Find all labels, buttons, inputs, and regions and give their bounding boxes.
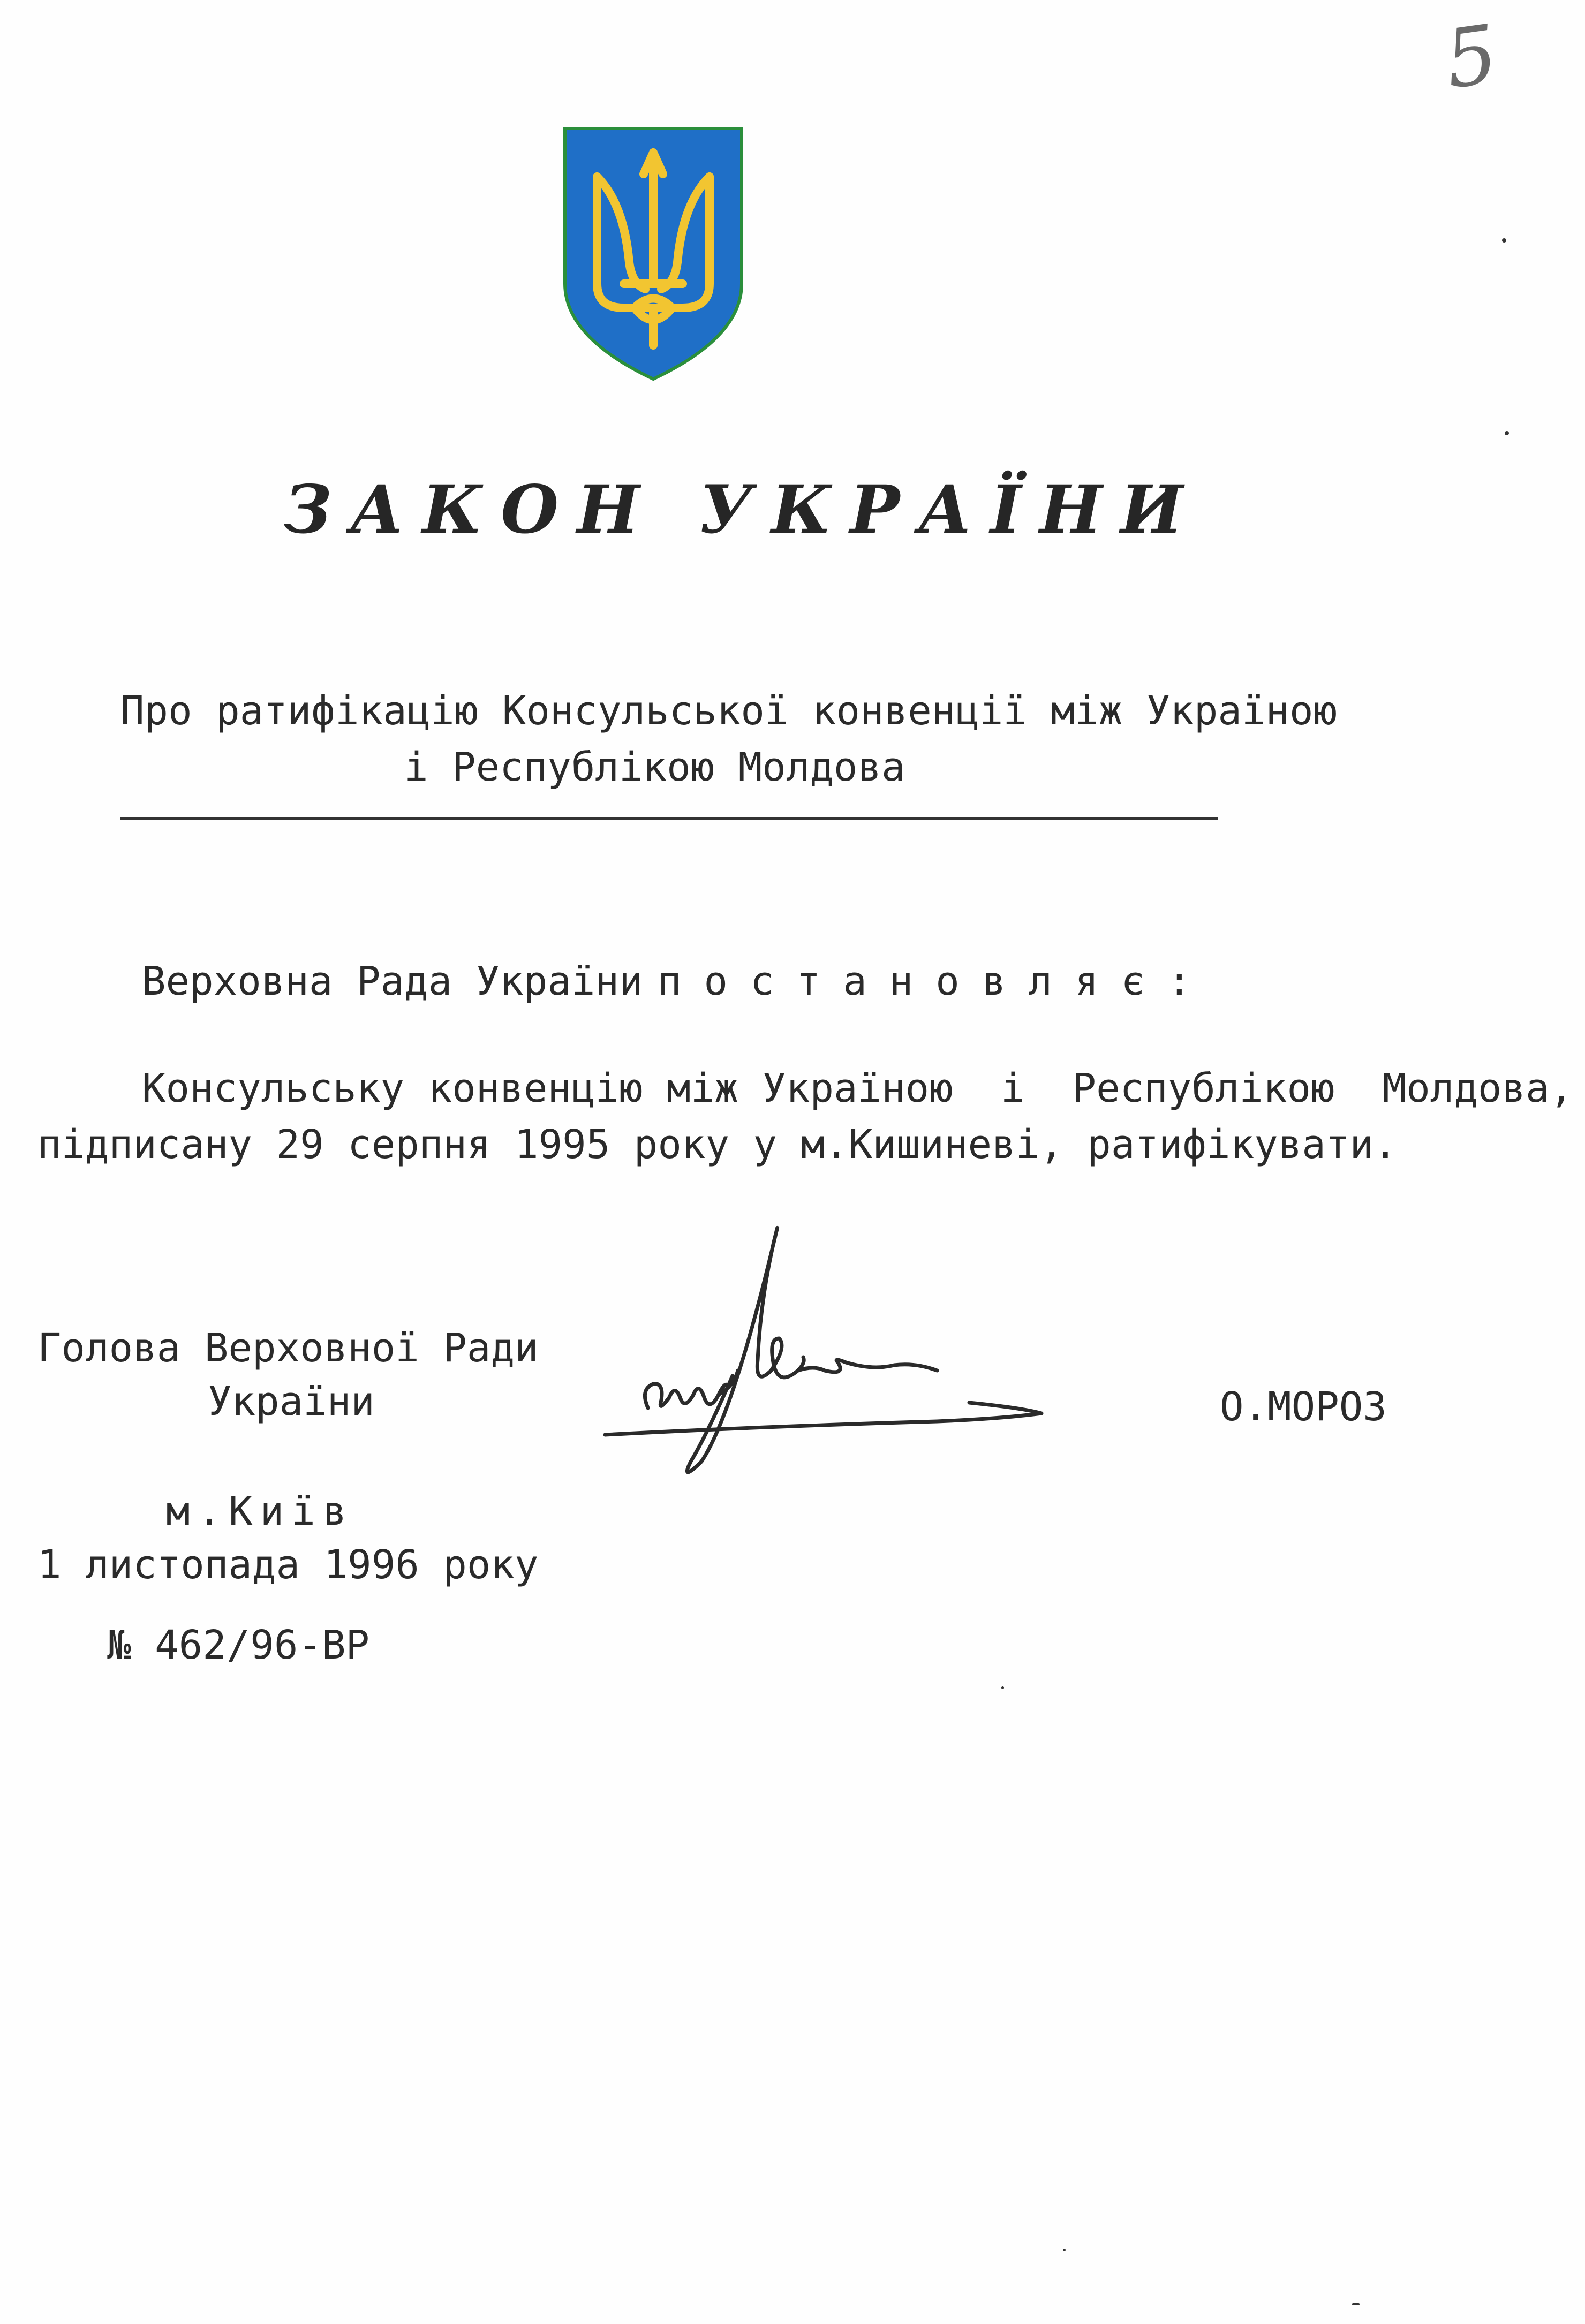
scan-speck (1352, 2303, 1360, 2305)
decision-line-2: підписану 29 серпня 1995 року у м.Кишиневі, ратифікувати. (37, 1122, 1398, 1168)
scan-speck (1001, 1686, 1004, 1689)
title-underline (120, 817, 1218, 820)
decision-line-1: Консульську конвенцію між Україною і Республікою Молдова, (142, 1065, 1574, 1111)
scan-speck (1505, 431, 1509, 435)
handwritten-page-number: 5 (1439, 7, 1504, 107)
date-of-signing: 1 листопада 1996 року (37, 1542, 539, 1588)
signatory-name: О.МОРОЗ (1220, 1384, 1387, 1430)
tryzub-coat-of-arms-icon (560, 123, 747, 383)
handwritten-signature (594, 1210, 1060, 1488)
preamble-body: Верховна Рада України (142, 958, 643, 1004)
signatory-position-line-2: України (208, 1379, 375, 1425)
law-number: № 462/96-ВР (107, 1622, 370, 1668)
signatory-position-line-1: Голова Верховної Ради (37, 1325, 539, 1371)
law-subject-line-2: і Республікою Молдова (404, 744, 905, 790)
law-subject-line-1: Про ратифікацію Консульської конвенції між Україною (120, 688, 1338, 734)
preamble-verb: постановляє: (658, 958, 1214, 1004)
scan-speck (1063, 2249, 1066, 2251)
scan-speck (1502, 238, 1506, 243)
law-title: ЗАКОН УКРАЇНИ (284, 471, 1202, 549)
place-of-signing: м.Київ (166, 1488, 354, 1534)
